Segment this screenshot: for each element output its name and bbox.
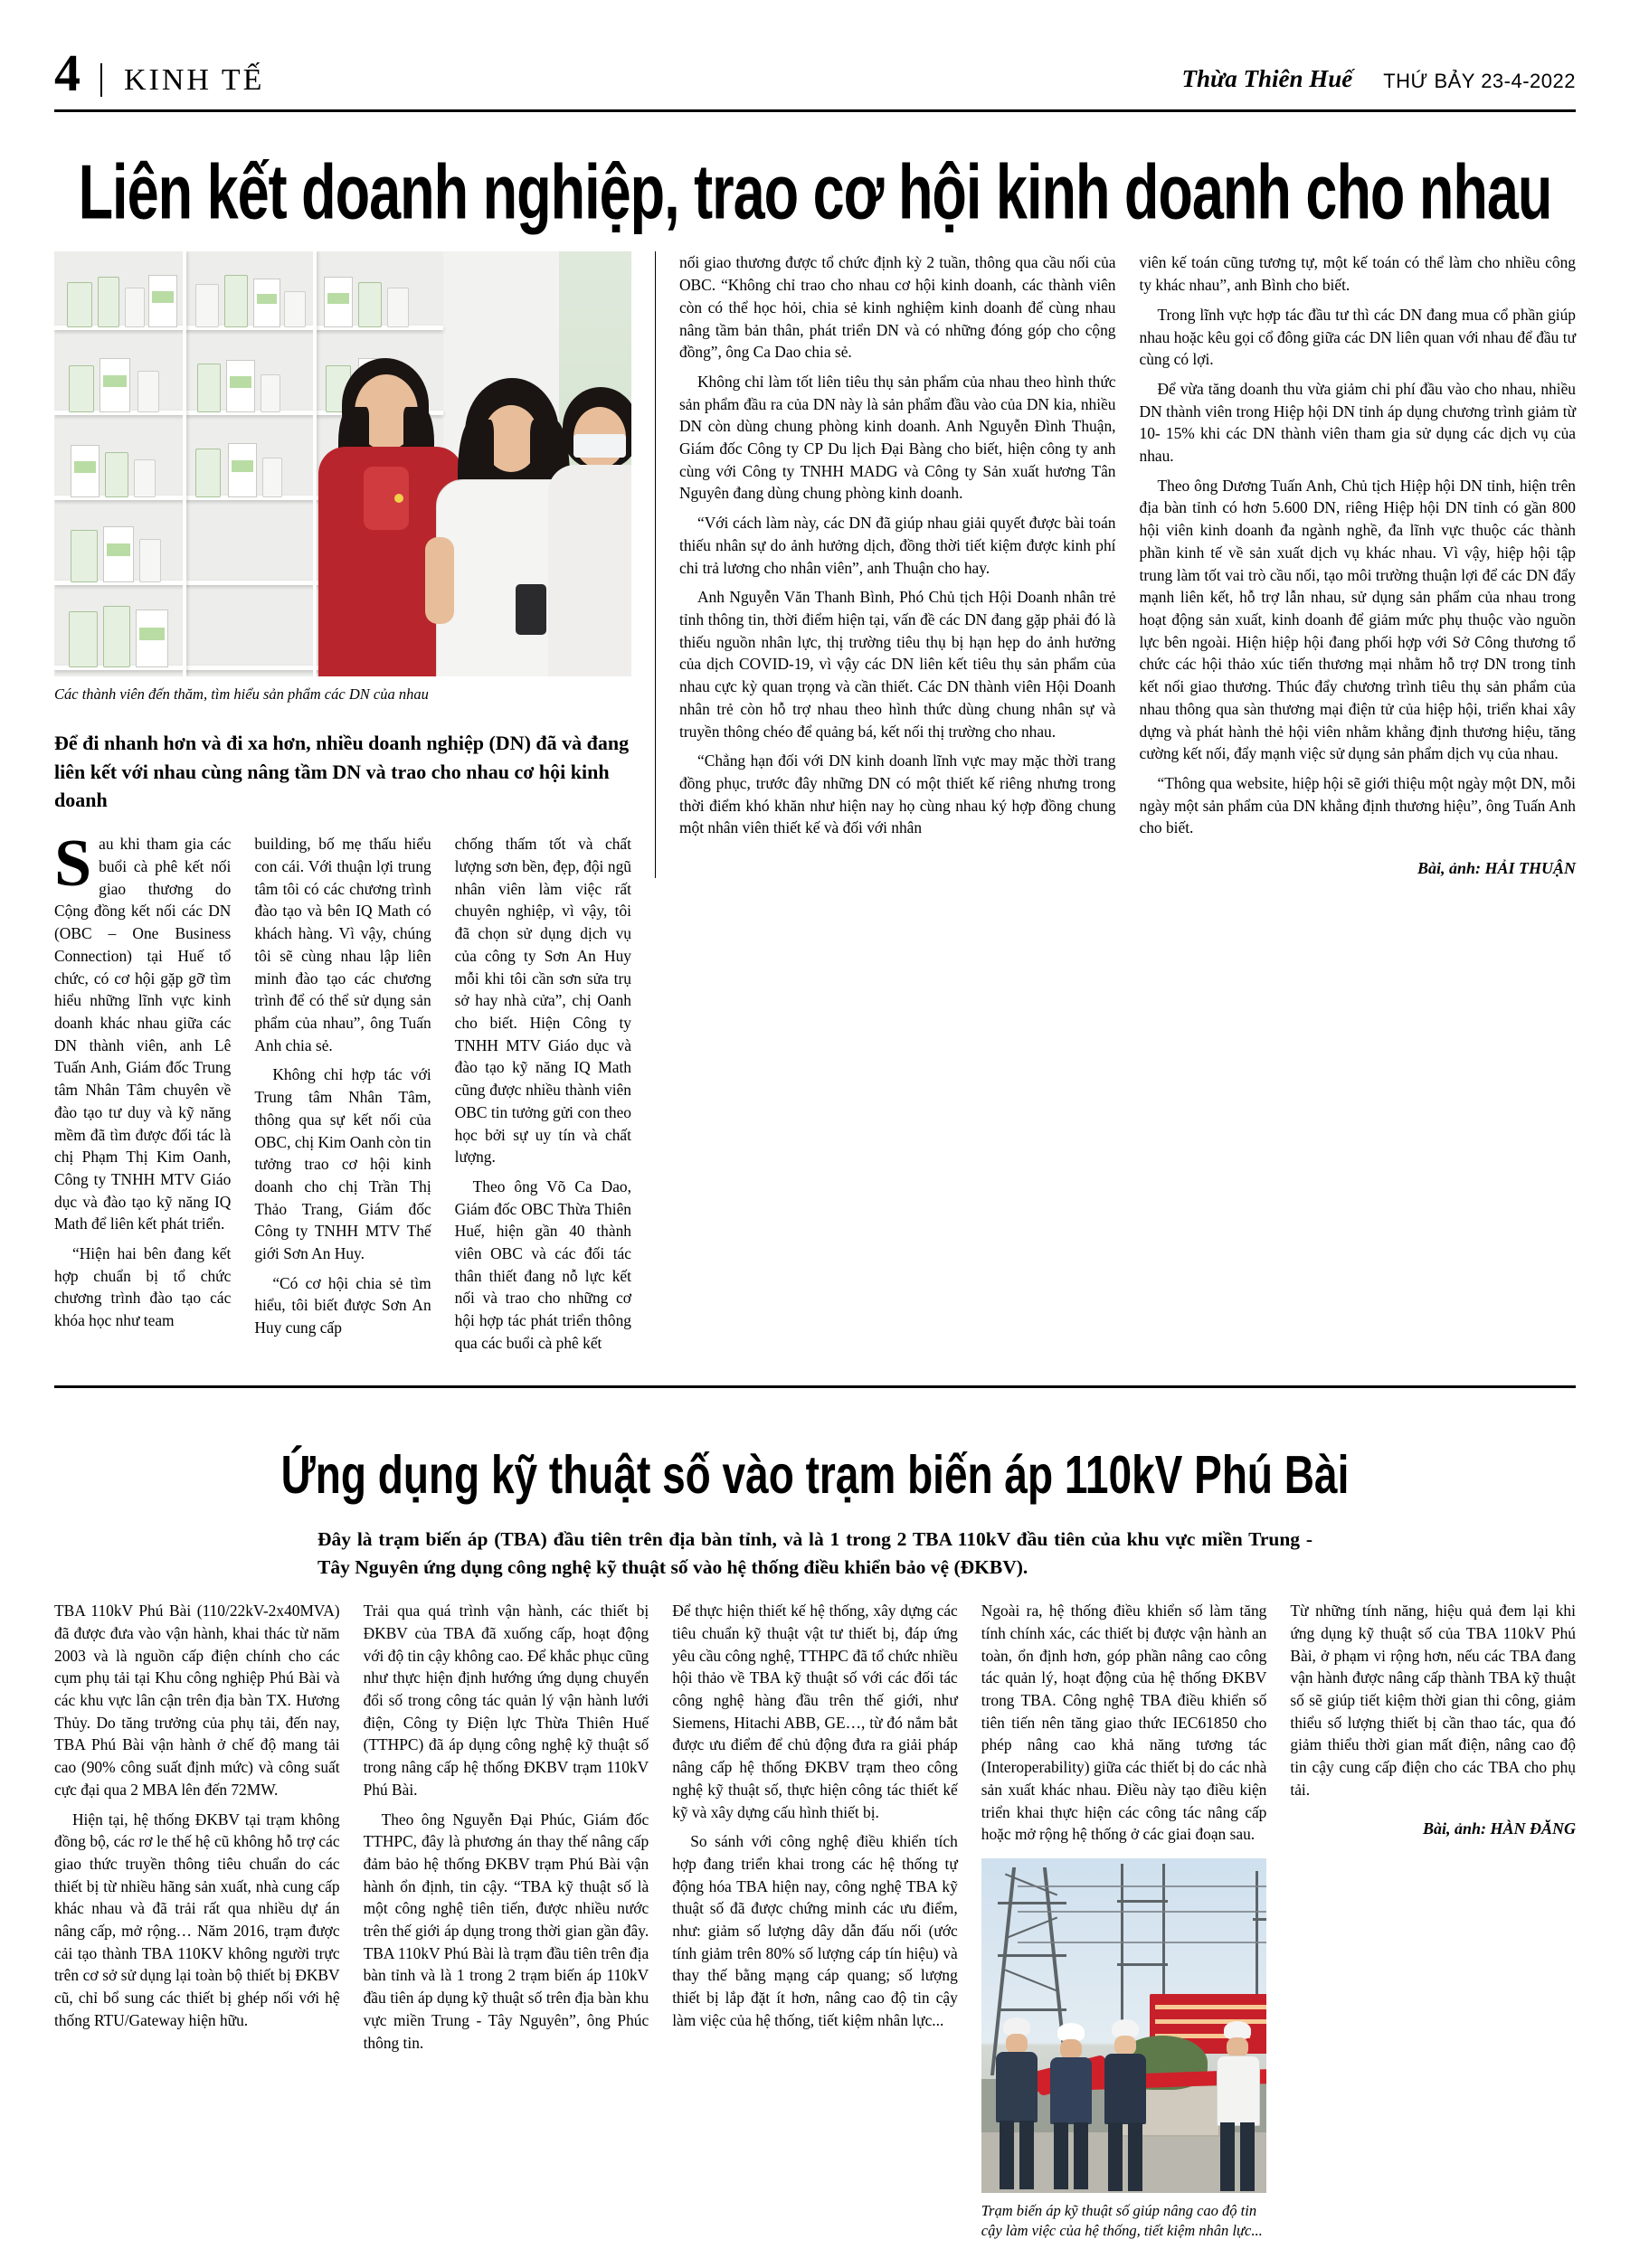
article2-col-3 xyxy=(672,1600,958,2038)
paragraph: Để vừa tăng doanh thu vừa giảm chi phí đầu vào cho nhau, nhiều DN thành viên trong Hiệp hội DN tỉnh áp dụng chương trình giảm từ 10- 15% khi các DN thành viên tham gia sử dụng các dịch vụ của nhau. xyxy=(1139,379,1576,466)
issue-date: THỨ BẢY 23-4-2022 xyxy=(1383,70,1576,93)
article1-col-4 xyxy=(679,251,1116,878)
article2-col-5 xyxy=(1290,1600,1576,1838)
article2-col-2 xyxy=(364,1600,649,2061)
article1-col-2 xyxy=(254,833,431,1361)
section-title: KINH TẾ xyxy=(100,63,264,97)
paragraph: So sánh với công nghệ điều khiển tích hợp đang triển khai trong các hệ thống tự động hóa TBA hiện nay, công nghệ TBA kỹ thuật số đã được chứng minh các ưu điểm, như: giảm số lượng dây dẫn đấu nối (ước tính giảm trên 80% số lượng cáp tín hiệu) và thay thế bằng mạng cáp quang; số lượng thiết bị lắp đặt ít hơn, nâng cao độ tin cậy làm việc của hệ thống, tiết kiệm nhân lực... xyxy=(672,1832,958,2029)
article1-col-1 xyxy=(54,827,232,1361)
paragraph: Theo ông Võ Ca Dao, Giám đốc OBC Thừa Thiên Huế, hiện gần 40 thành viên OBC và các đối tác thân thiết đang nỗ lực kết nối và trao cho những cơ hội hợp tác phát triển thông qua các buổi cà phê kết xyxy=(454,1177,631,1352)
masthead-right xyxy=(1182,65,1576,97)
article2-col-4 xyxy=(981,1600,1267,2241)
article1-byline: Bài, ảnh: HẢI THUẬN xyxy=(1417,859,1576,878)
paragraph: viên kế toán cũng tương tự, một kế toán có thể làm cho nhiều công ty khác nhau”, anh Bình cho biết. xyxy=(1139,253,1576,295)
paragraph: Anh Nguyễn Văn Thanh Bình, Phó Chủ tịch Hội Doanh nhân trẻ tỉnh thông tin, thời điểm hiện tại, vấn đề các DN đang gặp phải đó là thiếu nguồn nhân lực, thị trường tiêu thụ bị hạn hẹp do ảnh hưởng của dịch COVID-19, vì vậy các DN liên kết tiêu thụ sản phẩm của nhau cực kỳ quan trọng và cần thiết. Các DN thành viên Hội Doanh nhân trẻ còn hỗ trợ nhau theo hình thức dùng chung nhân sự và truyền thông chéo để quảng bá, kết nối thị trường cho nhau. xyxy=(679,588,1116,741)
article1-photo-caption: Các thành viên đến thăm, tìm hiểu sản phẩm các DN của nhau xyxy=(54,685,429,704)
article2-body xyxy=(54,1600,1576,2241)
article-digital-substation xyxy=(54,1388,1576,2242)
paragraph: Không chỉ làm tốt liên tiêu thụ sản phẩm của nhau theo hình thức sản phẩm đầu ra của DN này là sản phẩm đầu vào của DN kia, nhiều DN còn dùng chung phòng kinh doanh. Anh Nguyễn Đình Thuận, Giám đốc Công ty CP Du lịch Đại Bàng cho biết, hiện công ty anh cùng với Công ty TNHH MADG và Công ty Sản xuất hương Tân Nguyên đang dùng chung phòng kinh doanh. xyxy=(679,372,1116,503)
paragraph: Để thực hiện thiết kế hệ thống, xây dựng các tiêu chuẩn kỹ thuật vật tư thiết bị, đáp ứng yêu cầu công nghệ, TTHPC đã tổ chức nhiều hội thảo về TBA kỹ thuật số với các đối tác công nghệ hàng đầu trên thế giới, như Siemens, Hitachi ABB, GE…, từ đó nắm bắt được ưu điểm để chủ động đưa ra giải pháp nâng cấp hệ thống ĐKBV trạm theo công nghệ kỹ thuật số, thực hiện công tác thiết kế kỹ và xây dựng cấu hình thiết bị. xyxy=(672,1602,958,1821)
paragraph: Hiện tại, hệ thống ĐKBV tại trạm không đồng bộ, các rơ le thế hệ cũ không hỗ trợ các giao thức truyền thông tiêu chuẩn do các thiết bị từ nhiều hãng sản xuất, nhà cung cấp khác nhau và đã trải rất qua nhiều dự án nâng cấp, mở rộng… Năm 2016, trạm được cải tạo thành TBA 110KV không người trực trên cơ sở sử dụng lại toàn bộ thiết bị ĐKBV cũ, chỉ bổ sung các thiết bị ghép nối với hệ thống RTU/Gateway hiện hữu. xyxy=(54,1810,340,2029)
article1-body xyxy=(54,251,1576,1361)
page-number: 4 xyxy=(54,43,81,102)
paragraph: Từ những tính năng, hiệu quả đem lại khi ứng dụng kỹ thuật số của TBA 110kV Phú Bài, ở phạm vi rộng hơn, nếu các TBA đang vận hành được nâng cấp thành TBA kỹ thuật số sẽ giúp tiết kiệm thời gian thi công, giảm thiểu số lượng thiết bị cần thao tác, qua đó giảm thiểu thời gian mất điện, nâng cao độ tin cậy cung cấp điện cho các TBA cho phụ tải. xyxy=(1290,1602,1576,1799)
paragraph: building, bố mẹ thấu hiểu con cái. Với thuận lợi trung tâm tôi có các chương trình đào tạo và bên IQ Math có khách hàng. Vì vậy, chúng tôi sẽ cùng nhau lập liên minh đào tạo các chương trình để có thể sử dụng sản phẩm của nhau”, ông Tuấn Anh chia sẻ. xyxy=(254,835,431,1054)
paragraph: Trong lĩnh vực hợp tác đầu tư thì các DN đang mua cổ phần giúp nhau hoặc kêu gọi cổ đông giữa các DN liên quan với nhau để đầu tư cùng có lợi. xyxy=(1139,305,1576,369)
paragraph: “Có cơ hội chia sẻ tìm hiểu, tôi biết được Sơn An Huy cung cấp xyxy=(254,1273,431,1337)
paragraph: chống thấm tốt và chất lượng sơn bền, đẹp, đội ngũ nhân viên làm việc rất chuyên nghiệp, vì vậy, tôi đã chọn sử dụng dịch vụ của công ty Sơn An Huy mỗi khi tôi cần sơn sửa trụ sở hay nhà cửa”, chị Oanh cho biết. Hiện Công ty TNHH MTV Giáo dục và đào tạo kỹ năng IQ Math cũng được nhiều thành viên OBC tin tưởng gửi con theo học bởi sự uy tín và chất lượng. xyxy=(454,835,631,1167)
article2-photo xyxy=(981,1858,1267,2193)
article-business-linkage xyxy=(54,112,1576,1361)
paragraph: Không chỉ hợp tác với Trung tâm Nhân Tâm, thông qua sự kết nối của OBC, chị Kim Oanh còn tin tưởng trao cơ hội kinh doanh cho chị Trần Thị Thảo Trang, Giám đốc Công ty TNHH MTV Thế giới Sơn An Huy. xyxy=(254,1065,431,1263)
paragraph: “Với cách làm này, các DN đã giúp nhau giải quyết được bài toán thiếu nhân sự do ảnh hưởng dịch, đồng thời tiết kiệm được kinh phí chi trả lương cho nhân viên”, anh Thuận cho hay. xyxy=(679,514,1116,577)
article1-left-block xyxy=(54,251,631,1361)
article1-standfirst: Để đi nhanh hơn và đi xa hơn, nhiều doanh nghiệp (DN) đã và đang liên kết với nhau cùng nâng tầm DN và trao cho nhau cơ hội kinh doanh xyxy=(54,731,630,812)
paragraph: Sau khi tham gia các buổi cà phê kết nối giao thương do Cộng đồng kết nối các DN (OBC – One Business Connection) tại Huế tổ chức, có cơ hội gặp gỡ tìm hiểu những lĩnh vực kinh doanh khác nhau giữa các DN thành viên, anh Lê Tuấn Anh, Giám đốc Trung tâm Nhân Tâm chuyên về đào tạo tư duy và kỹ năng mềm đã tìm được đối tác là chị Phạm Thị Kim Oanh, Công ty TNHH MTV Giáo dục và đào tạo kỹ năng IQ Math để liên kết phát triển. xyxy=(54,827,232,1233)
paragraph: nối giao thương được tổ chức định kỳ 2 tuần, thông qua cầu nối của OBC. “Không chỉ trao cho nhau cơ hội kinh doanh, các thành viên còn có thể học hỏi, chia sẻ kinh nghiệm kinh doanh để cùng nhau nâng tầm bản thân, phát triển DN và có những đóng góp cho cộng đồng”, ông Ca Dao chia sẻ. xyxy=(679,253,1116,362)
article2-standfirst: Đây là trạm biến áp (TBA) đầu tiên trên địa bàn tỉnh, và là 1 trong 2 TBA 110kV đầu tiên của khu vực miền Trung - Tây Nguyên ứng dụng công nghệ kỹ thuật số vào hệ thống điều khiển bảo vệ (ĐKBV). xyxy=(317,1527,1313,1579)
article2-photo-caption: Trạm biến áp kỹ thuật số giúp nâng cao độ tin cậy làm việc của hệ thống, tiết kiệm nhân lực... xyxy=(981,2201,1263,2240)
paragraph: “Thông qua website, hiệp hội sẽ giới thiệu một ngày một DN, mỗi ngày một sản phẩm của DN khẳng định thương hiệu”, ông Tuấn Anh cho biết. xyxy=(1139,773,1576,837)
article1-headline: Liên kết doanh nghiệp, trao cơ hội kinh doanh cho nhau xyxy=(78,150,1552,236)
paragraph: TBA 110kV Phú Bài (110/22kV-2x40MVA) đã được đưa vào vận hành, khai thác từ năm 2003 và là nguồn cấp điện chính cho các cụm phụ tải tại Khu công nghiệp Phú Bài và các khu vực lân cận trên địa bàn TX. Hương Thủy. Do tăng trưởng của phụ tải, đến nay, TBA Phú Bài vận hành ở chế độ mang tải cao (90% công suất định mức) và công suất cực đại qua 2 MBA lên đến 72MW. xyxy=(54,1602,340,1799)
article1-photo xyxy=(54,251,631,676)
paragraph: Theo ông Dương Tuấn Anh, Chủ tịch Hiệp hội DN tỉnh, hiện trên địa bàn tỉnh có hơn 5.600 DN, riêng Hiệp hội DN tỉnh có gần 800 hội viên kinh doanh đa ngành nghề, đa lĩnh vực thuộc các thành phần kinh tế về sản xuất dịch vụ khác nhau. Vì vậy, hiệp hội tập trung làm tốt vai trò cầu nối, tạo môi trường thuận lợi để các DN đẩy mạnh liên kết, hỗ trợ lẫn nhau, sử dụng sản phẩm của nhau trong hoạt động sản xuất, kinh doanh để giảm mức phụ thuộc vào nguồn lực bên ngoài. Hiện hiệp hội đang phối hợp với Sở Công thương tổ chức các hội thảo xúc tiến thương mại nhằm hỗ trợ DN trong tỉnh kết nối giao thương. Thúc đẩy chương trình tiêu thụ sản phẩm của nhau thông qua sàn thương mại điện tử của hiệp hội, triển khai xây dựng và phát hành thẻ hội viên nhằm khẳng định thương hiệu, tăng cường kết nối, đẩy mạnh việc sử dụng sản phẩm dịch vụ của nhau. xyxy=(1139,476,1576,763)
article1-right-columns xyxy=(655,251,1576,878)
paragraph: Ngoài ra, hệ thống điều khiển số làm tăng tính chính xác, các thiết bị được vận hành an toàn, ổn định hơn, góp phần nâng cao công tác quản lý, hoạt động của hệ thống ĐKBV trong TBA. Công nghệ TBA điều khiển số tiên tiến nên tăng giao thức IEC61850 cho phép nâng cao khả năng tương tác (Interoperability) giữa các thiết bị do các nhà sản xuất khác nhau. Điều này tạo điều kiện triển khai thực hiện các công tác nâng cấp hoặc mở rộng hệ thống ở các giai đoạn sau. xyxy=(981,1602,1267,1844)
paragraph: Trải qua quá trình vận hành, các thiết bị ĐKBV của TBA đã xuống cấp, hoạt động với độ tin cậy không cao. Để khắc phục cũng như thực hiện định hướng ứng dụng chuyển đổi số trong công tác quản lý vận hành lưới điện, Công ty Điện lực Thừa Thiên Huế (TTHPC) đã áp dụng công nghệ kỹ thuật số trong nâng cấp hệ thống ĐKBV trạm 110kV Phú Bài. xyxy=(363,1602,649,1799)
article2-headline: Ứng dụng kỹ thuật số vào trạm biến áp 110kV Phú Bài xyxy=(280,1442,1350,1505)
paragraph: “Hiện hai bên đang kết hợp chuẩn bị tổ chức chương trình đào tạo các khóa học như team xyxy=(54,1244,232,1330)
paragraph: Theo ông Nguyễn Đại Phúc, Giám đốc TTHPC, đây là phương án thay thế nâng cấp đảm bảo hệ thống ĐKBV trạm Phú Bài vận hành ổn định, tin cậy. “TBA kỹ thuật số là một công nghệ tiên tiến, được nhiều nước trên thế giới áp dụng trong thời gian gần đây. TBA 110kV Phú Bài là trạm đầu tiên trên địa bàn tỉnh và là 1 trong 2 trạm biến áp 110kV đầu tiên áp dụng kỹ thuật số trên địa bàn khu vực miền Trung - Tây Nguyên”, ông Phúc thông tin. xyxy=(363,1810,649,2052)
article1-left-columns xyxy=(54,815,631,1361)
paper-name: Thừa Thiên Huế xyxy=(1181,65,1353,93)
article2-byline: Bài, ảnh: HÀN ĐĂNG xyxy=(1422,1819,1576,1838)
article1-col-3 xyxy=(455,833,631,1361)
article2-col-1 xyxy=(54,1600,340,2038)
article1-col-5 xyxy=(1140,251,1577,878)
paragraph: “Chẳng hạn đối với DN kinh doanh lĩnh vực may mặc thời trang đồng phục, trước đây những DN có một thiết kế riêng nhưng trong thời điểm khó khăn như hiện nay họ cùng nhau ký hợp đồng chung một nhân viên thiết kế và đối với nhân xyxy=(679,751,1116,837)
page-masthead xyxy=(54,43,1576,112)
